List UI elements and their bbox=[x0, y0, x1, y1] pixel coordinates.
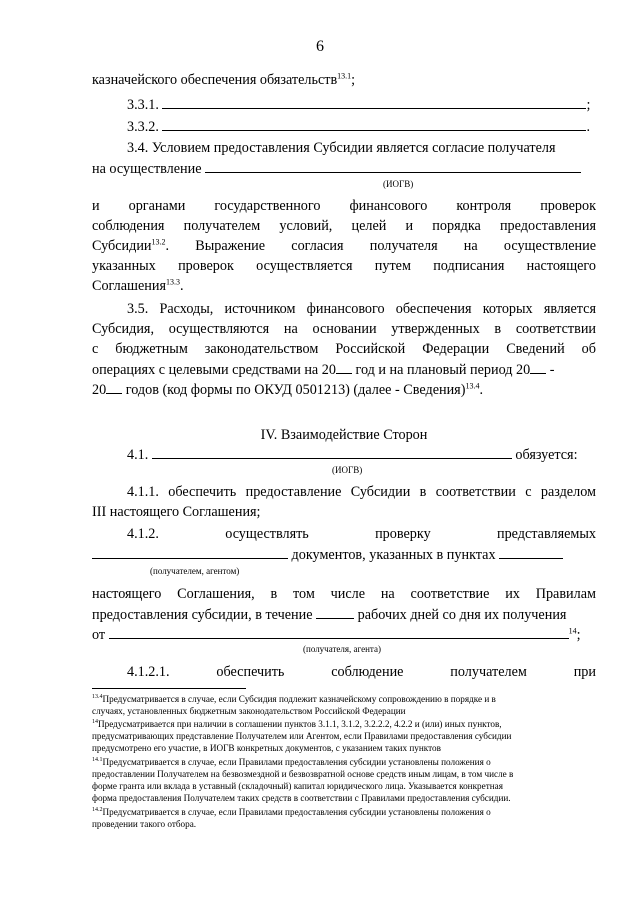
page-number: 6 bbox=[316, 38, 324, 55]
text: предоставления субсидии, в течение bbox=[92, 607, 313, 623]
clause-number: 4.1. bbox=[127, 447, 149, 463]
fill-blank bbox=[109, 624, 569, 639]
text-line bbox=[127, 524, 596, 544]
text-line: 4.1.1. обеспечить предоставление Субсидии в соответствии с разделом bbox=[127, 484, 596, 500]
fill-blank bbox=[316, 604, 354, 619]
text: 4.1.2. осуществлять проверку представляемых bbox=[127, 526, 596, 542]
text: - bbox=[546, 362, 555, 378]
footnote-ref: 13.4 bbox=[465, 381, 480, 391]
text-line: с бюджетным законодательством Российской Федерации Сведений об bbox=[92, 341, 596, 357]
text: операциях с целевыми средствами на 20 bbox=[92, 362, 336, 378]
footnote-line bbox=[92, 756, 596, 768]
text-line: соблюдения получателем условий, целей и порядка предоставления bbox=[92, 218, 596, 234]
footnote-mark: 14.1 bbox=[92, 756, 103, 763]
text: 20 bbox=[92, 382, 107, 398]
text: . bbox=[179, 278, 184, 294]
footnote-line: предусмотрено его участие, в ИОГВ конкретных документов, с указанием таких пунктов bbox=[92, 743, 441, 753]
text-line bbox=[92, 604, 596, 625]
footnote-mark: 13.4 bbox=[92, 693, 103, 700]
text-line: Субсидия, осуществляются на основании утвержденных в соответствии bbox=[92, 321, 596, 337]
text-line bbox=[127, 116, 596, 137]
text-line: настоящего Соглашения, в том числе на соответствие их Правилам bbox=[92, 586, 596, 602]
footnote-line: предоставлении Получателем на безвозмездной и безвозвратной основе средств иным лицам, в том числе в bbox=[92, 769, 514, 779]
footnote-line: случаях, установленных бюджетным законодательством Российской Федерации bbox=[92, 706, 406, 716]
fill-blank bbox=[205, 158, 581, 173]
footnote-line bbox=[92, 806, 596, 818]
section-title: IV. Взаимодействие Сторон bbox=[260, 427, 428, 443]
text: ; bbox=[586, 97, 591, 113]
text: Предусматривается в случае, если Правилами предоставления субсидии установлены положения о bbox=[102, 807, 491, 817]
field-caption: (получателем, агентом) bbox=[150, 566, 240, 576]
text-line: и органами государственного финансового контроля проверок bbox=[92, 198, 596, 214]
fill-blank bbox=[336, 359, 352, 374]
text-line bbox=[127, 444, 596, 465]
text: . Выражение согласия получателя на осуществление bbox=[165, 238, 596, 254]
text: обязуется: bbox=[515, 447, 578, 463]
footnote-ref: 14 bbox=[568, 626, 577, 636]
text: казначейского обеспечения обязательств bbox=[92, 72, 338, 88]
text: на осуществление bbox=[92, 161, 202, 177]
footnote-mark: 14.2 bbox=[92, 806, 103, 813]
text-line bbox=[127, 94, 596, 115]
text-line bbox=[92, 70, 596, 90]
text: ; bbox=[576, 627, 581, 643]
clause-number: 3.3.1. bbox=[127, 97, 159, 113]
text: Соглашения bbox=[92, 278, 166, 294]
footnote-line: форма предоставления Получателем таких средств в соответствии с Правилами предоставления субсидии. bbox=[92, 793, 511, 803]
text-line: 4.1.2.1. обеспечить соблюдение получателем при bbox=[127, 664, 596, 680]
text: Предусматривается в случае, если Субсидия подлежит казначейскому сопровождению в порядке и в bbox=[102, 694, 496, 704]
fill-blank bbox=[162, 116, 586, 131]
footnote-line bbox=[92, 718, 596, 730]
field-caption: (получателя, агента) bbox=[303, 644, 381, 654]
footnote-mark: 14 bbox=[92, 718, 98, 725]
text-line bbox=[92, 276, 596, 296]
fill-blank bbox=[106, 379, 122, 394]
field-caption: (ИОГВ) bbox=[383, 179, 414, 189]
footnote-line bbox=[92, 693, 596, 705]
text: ; bbox=[351, 72, 356, 88]
text: Предусматривается в случае, если Правилами предоставления субсидии установлены положения о bbox=[102, 757, 491, 767]
text: от bbox=[92, 627, 106, 643]
text: . bbox=[479, 382, 483, 398]
text: Субсидии bbox=[92, 238, 152, 254]
text: рабочих дней со дня их получения bbox=[357, 607, 567, 623]
fill-blank bbox=[162, 94, 586, 109]
text-line: указанных проверок осуществляется путем подписания настоящего bbox=[92, 258, 596, 274]
text: Предусматривается при наличии в соглашении пунктов 3.1.1, 3.1.2, 3.2.2.2, 4.2.2 и (или) иных пунктов, bbox=[98, 719, 502, 729]
text-line bbox=[92, 236, 596, 256]
footnote-line: предусматривающих представление Получателем или Агентом, если Правилами предоставления субсидии bbox=[92, 731, 512, 741]
text-line bbox=[92, 379, 596, 400]
text-line: 3.4. Условием предоставления Субсидии является согласие получателя bbox=[127, 140, 556, 156]
text-line bbox=[92, 359, 596, 380]
footnote-line: форме гранта или вклада в уставный (складочный) капитал юридического лица. Указывается конкретная bbox=[92, 781, 503, 791]
field-caption: (ИОГВ) bbox=[332, 465, 363, 475]
fill-blank bbox=[152, 444, 512, 459]
footnote-line: проведении такого отбора. bbox=[92, 819, 197, 829]
text-line: 3.5. Расходы, источником финансового обеспечения которых является bbox=[127, 301, 596, 317]
text-line bbox=[92, 544, 596, 565]
footnote-ref: 13.3 bbox=[165, 277, 180, 287]
fill-blank bbox=[92, 544, 288, 559]
text-line bbox=[92, 624, 596, 645]
text: годов (код формы по ОКУД 0501213) (далее - Сведения) bbox=[122, 382, 466, 398]
fill-blank bbox=[530, 359, 546, 374]
footnote-separator bbox=[92, 688, 246, 689]
footnote-ref: 13.1 bbox=[337, 71, 352, 81]
text: . bbox=[586, 119, 591, 135]
clause-number: 3.3.2. bbox=[127, 119, 159, 135]
text: год и на плановый период 20 bbox=[351, 362, 531, 378]
text-line: III настоящего Соглашения; bbox=[92, 504, 261, 520]
text-line bbox=[92, 158, 596, 179]
fill-blank bbox=[499, 544, 563, 559]
footnote-ref: 13.2 bbox=[151, 237, 166, 247]
text: документов, указанных в пунктах bbox=[291, 547, 496, 563]
